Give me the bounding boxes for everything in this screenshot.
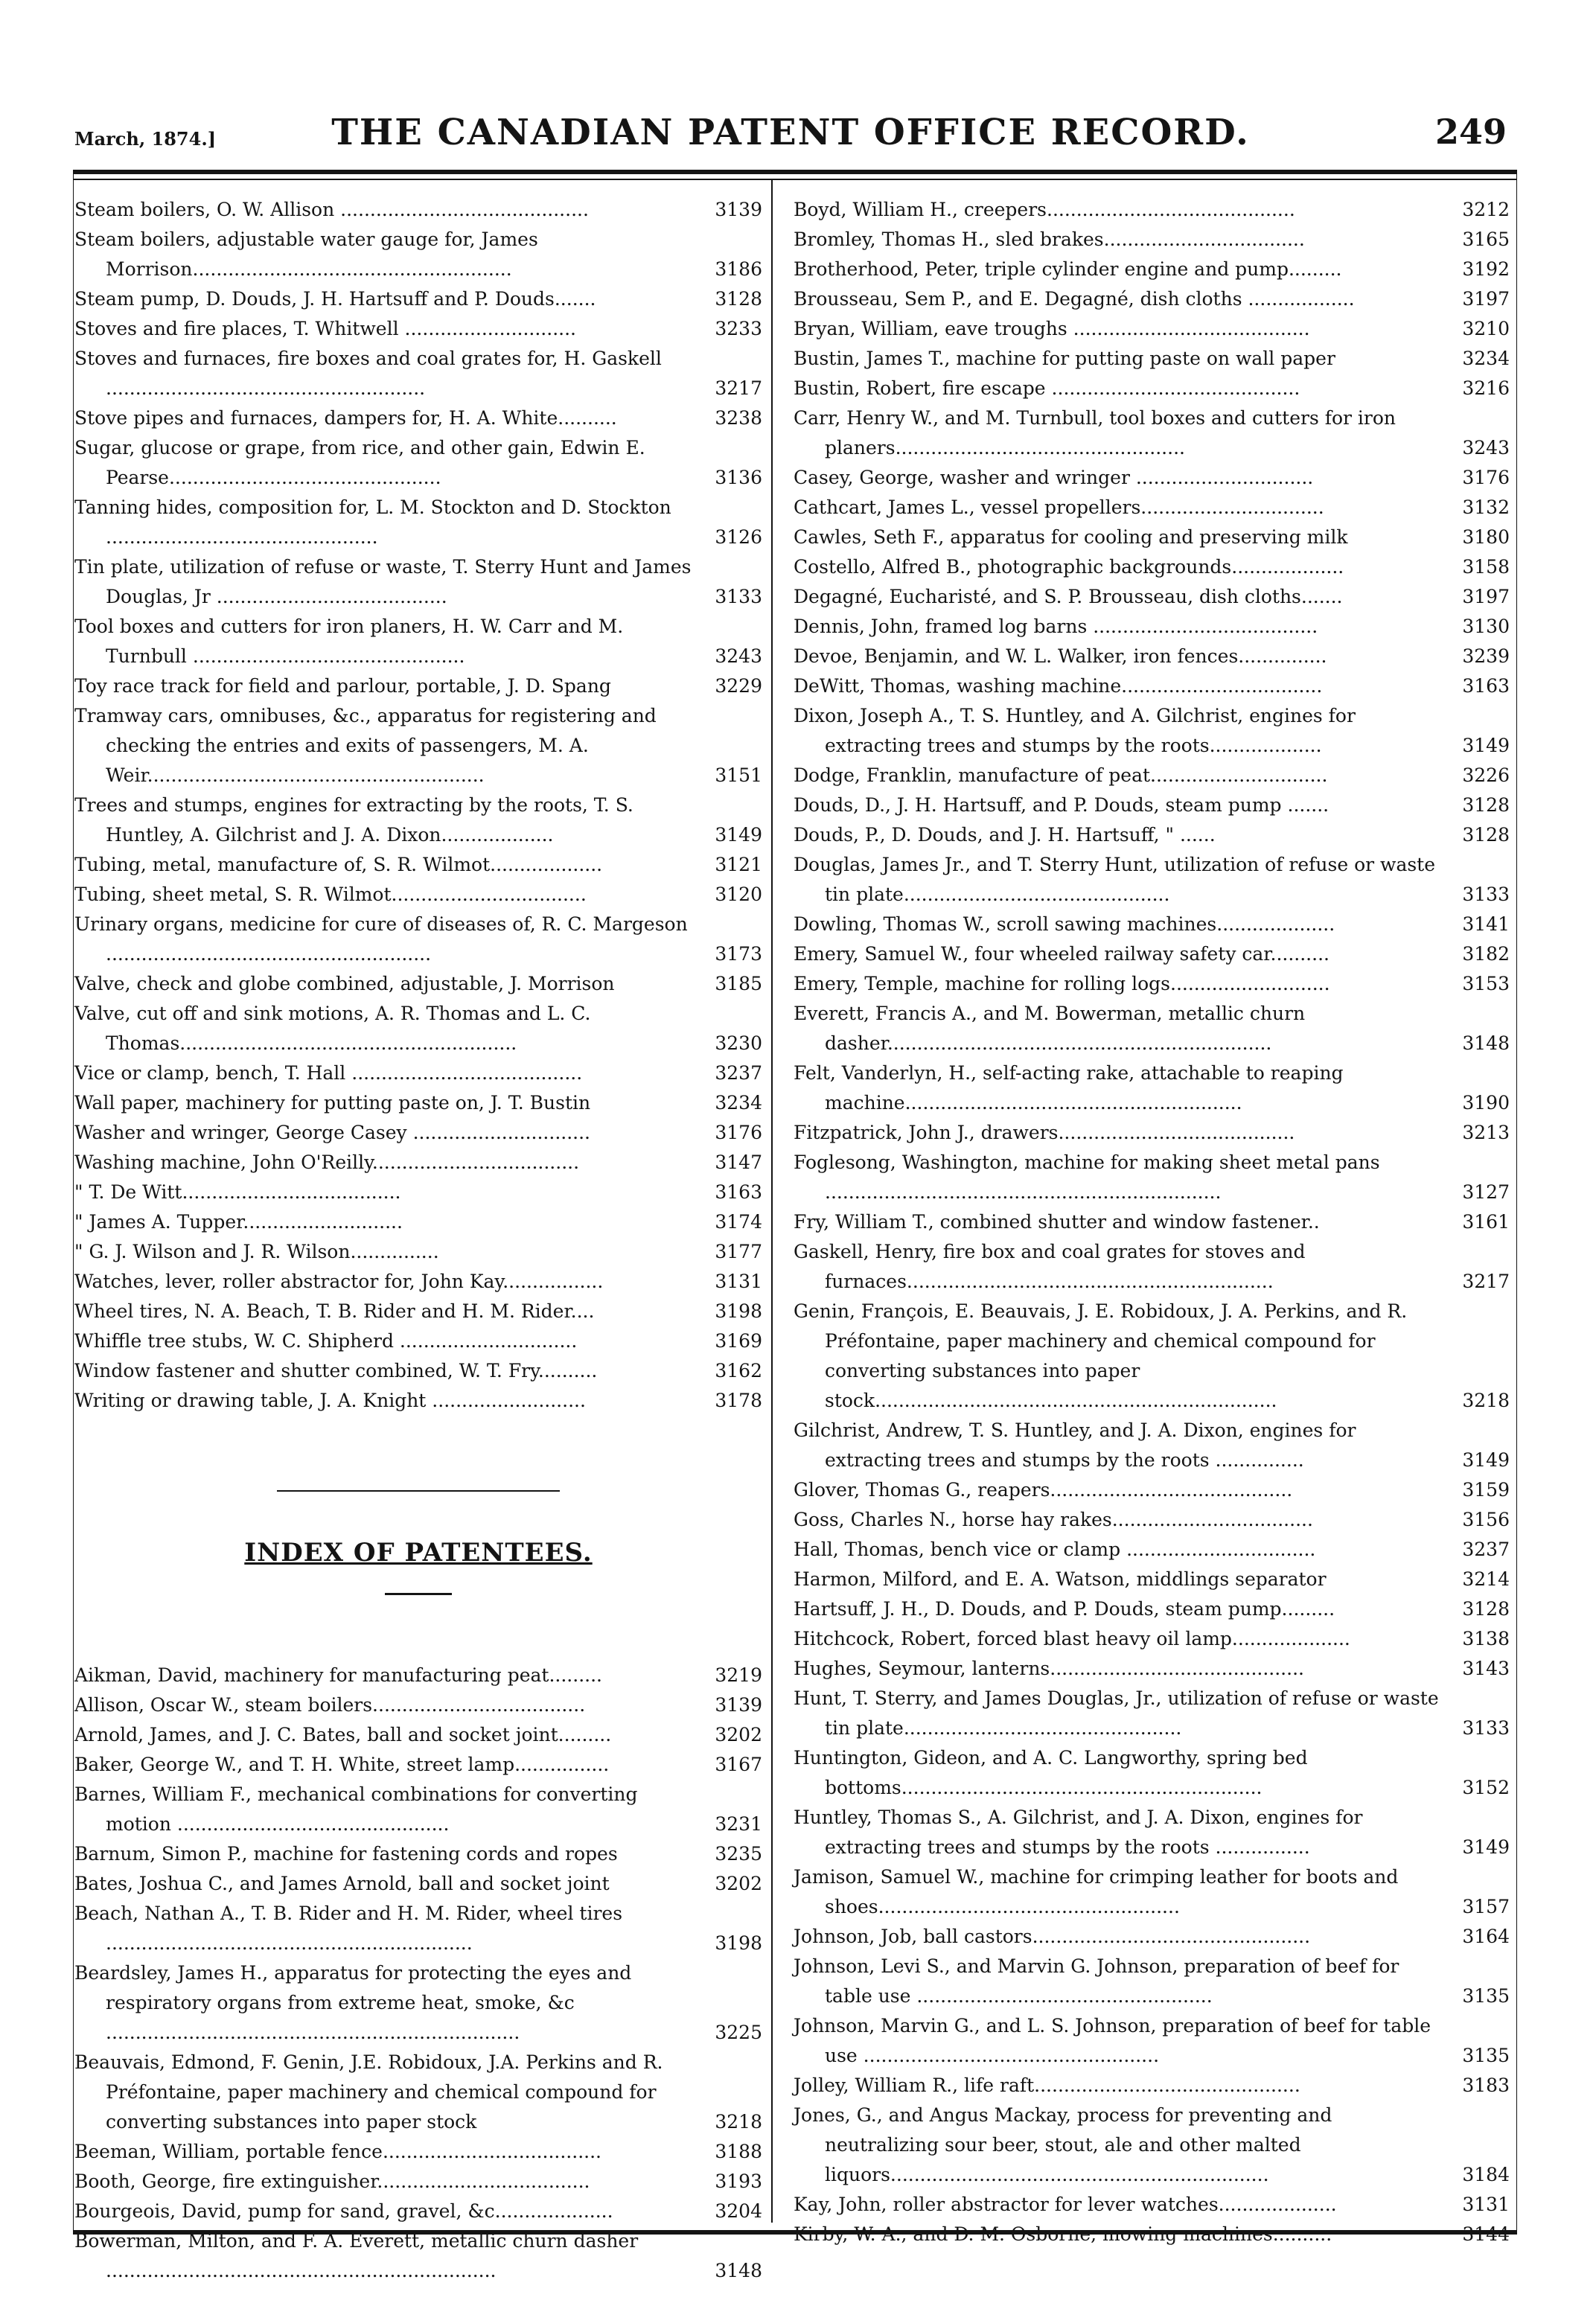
patent-number: 3167 xyxy=(715,1754,762,1775)
index-entry xyxy=(794,314,1510,344)
patent-number: 3176 xyxy=(715,1122,762,1143)
publication-title: THE CANADIAN PATENT OFFICE RECORD. xyxy=(331,112,1250,153)
patent-number: 3182 xyxy=(1462,943,1510,965)
patent-number: 3217 xyxy=(715,377,762,399)
index-entry xyxy=(794,1237,1510,1297)
patent-number: 3213 xyxy=(1462,1122,1510,1143)
patent-number: 3234 xyxy=(715,1092,762,1114)
entry-text: Vice or clamp, bench, T. Hall ....................................... xyxy=(74,1062,583,1084)
index-entry xyxy=(794,2190,1510,2220)
index-entry xyxy=(74,1690,762,1720)
section-gap xyxy=(74,1416,762,1490)
index-entry xyxy=(74,910,762,969)
patent-number: 3133 xyxy=(1462,884,1510,905)
patent-number: 3136 xyxy=(715,467,762,488)
index-entry xyxy=(74,1386,762,1416)
entry-text: Wall paper, machinery for putting paste on, J. T. Bustin xyxy=(74,1092,591,1114)
entry-text: Wheel tires, N. A. Beach, T. B. Rider and H. M. Rider.... xyxy=(74,1300,595,1322)
patent-number: 3188 xyxy=(715,2141,762,2162)
entry-text: Emery, Samuel W., four wheeled railway safety car.......... xyxy=(794,943,1330,965)
column-divider xyxy=(771,179,773,2223)
index-entry xyxy=(74,880,762,910)
entry-text: Everett, Francis A., and M. Bowerman, metallic churn dasher................................................................. xyxy=(794,1003,1306,1054)
patent-number: 3133 xyxy=(1462,1717,1510,1739)
patent-number: 3131 xyxy=(715,1271,762,1292)
index-entry xyxy=(794,1803,1510,1862)
patent-number: 3139 xyxy=(715,1694,762,1716)
index-entry xyxy=(794,1505,1510,1535)
entry-text: Arnold, James, and J. C. Bates, ball and socket joint......... xyxy=(74,1724,612,1745)
index-entry xyxy=(794,255,1510,284)
index-entry xyxy=(794,671,1510,701)
patent-number: 3133 xyxy=(715,586,762,607)
patent-number: 3183 xyxy=(1462,2074,1510,2096)
index-entry xyxy=(794,642,1510,671)
entry-text: Bates, Joshua C., and James Arnold, ball and socket joint xyxy=(74,1873,610,1894)
entry-text: Steam pump, D. Douds, J. H. Hartsuff and P. Douds....... xyxy=(74,288,596,310)
right-column xyxy=(794,195,1510,2249)
patent-number: 3161 xyxy=(1462,1211,1510,1233)
index-entry xyxy=(794,523,1510,552)
patentees-list-left xyxy=(74,1661,762,2286)
entry-text: Devoe, Benjamin, and W. L. Walker, iron fences............... xyxy=(794,645,1327,667)
index-entry xyxy=(794,225,1510,255)
patent-number: 3128 xyxy=(715,288,762,310)
index-entry xyxy=(74,2137,762,2167)
index-entry xyxy=(74,225,762,284)
patent-number: 3237 xyxy=(715,1062,762,1084)
patent-number: 3156 xyxy=(1462,1509,1510,1530)
entry-text: DeWitt, Thomas, washing machine.................................. xyxy=(794,675,1323,697)
patent-number: 3243 xyxy=(1462,437,1510,459)
patent-number: 3239 xyxy=(1462,645,1510,667)
patent-number: 3180 xyxy=(1462,526,1510,548)
patent-number: 3141 xyxy=(1462,913,1510,935)
patent-number: 3169 xyxy=(715,1330,762,1352)
entry-text: Jolley, William R., life raft............................................. xyxy=(794,2074,1300,2096)
patent-number: 3164 xyxy=(1462,1926,1510,1947)
entry-text: Bromley, Thomas H., sled brakes.................................. xyxy=(794,229,1305,250)
patent-number: 3135 xyxy=(1462,1985,1510,2007)
patent-number: 3238 xyxy=(715,407,762,429)
index-entry xyxy=(794,701,1510,761)
patent-number: 3143 xyxy=(1462,1658,1510,1679)
entry-text: Aikman, David, machinery for manufacturing peat......... xyxy=(74,1664,602,1686)
patent-number: 3225 xyxy=(715,2022,762,2043)
patent-number: 3174 xyxy=(715,1211,762,1233)
entry-text: Stoves and furnaces, fire boxes and coal grates for, H. Gaskell ...................................................... xyxy=(74,348,662,399)
entry-text: Booth, George, fire extinguisher.................................... xyxy=(74,2171,590,2192)
index-entry xyxy=(74,493,762,552)
patent-number: 3176 xyxy=(1462,467,1510,488)
entry-text: Barnes, William F., mechanical combinations for converting motion .............................................. xyxy=(74,1783,638,1835)
entry-text: Dennis, John, framed log barns ...................................... xyxy=(794,616,1318,637)
entry-text: Fry, William T., combined shutter and window fastener.. xyxy=(794,1211,1320,1233)
entry-text: Huntley, Thomas S., A. Gilchrist, and J. A. Dixon, engines for extracting trees and stumps by the roots ................ xyxy=(794,1807,1363,1858)
entry-text: " T. De Witt..................................... xyxy=(74,1181,401,1203)
entry-text: Urinary organs, medicine for cure of diseases of, R. C. Margeson ....................................................... xyxy=(74,913,688,965)
index-entry xyxy=(74,1178,762,1207)
index-entry xyxy=(794,1862,1510,1922)
frame-double-rule xyxy=(74,179,1516,180)
patent-number: 3159 xyxy=(1462,1479,1510,1501)
patent-number: 3162 xyxy=(715,1360,762,1382)
entry-text: Brousseau, Sem P., and E. Degagné, dish cloths .................. xyxy=(794,288,1355,310)
index-entry xyxy=(74,1720,762,1750)
index-entry xyxy=(74,314,762,344)
patent-number: 3120 xyxy=(715,884,762,905)
index-entry xyxy=(74,195,762,225)
entry-text: Huntington, Gideon, and A. C. Langworthy, spring bed bottoms............................................................. xyxy=(794,1747,1308,1798)
entry-text: Beeman, William, portable fence..................................... xyxy=(74,2141,601,2162)
patent-number: 3198 xyxy=(715,1300,762,1322)
patentees-list-right xyxy=(794,195,1510,2249)
entry-text: Johnson, Levi S., and Marvin G. Johnson, preparation of beef for table use .................................................. xyxy=(794,1955,1399,2007)
left-column xyxy=(74,195,762,2286)
patent-number: 3218 xyxy=(715,2111,762,2133)
entry-text: Dixon, Joseph A., T. S. Huntley, and A. Gilchrist, engines for extracting trees and stumps by the roots................... xyxy=(794,705,1356,756)
index-entry xyxy=(74,2167,762,2197)
index-entry xyxy=(794,761,1510,790)
index-entry xyxy=(794,1148,1510,1207)
entry-text: Stove pipes and furnaces, dampers for, H. A. White.......... xyxy=(74,407,617,429)
entry-text: Johnson, Marvin G., and L. S. Johnson, preparation of beef for table use .................................................. xyxy=(794,2015,1431,2066)
entry-text: Tubing, sheet metal, S. R. Wilmot................................. xyxy=(74,884,587,905)
entry-text: Toy race track for field and parlour, portable, J. D. Spang xyxy=(74,675,611,697)
patent-number: 3214 xyxy=(1462,1568,1510,1590)
index-entry xyxy=(74,1237,762,1267)
index-entry xyxy=(74,1750,762,1780)
entry-text: Tin plate, utilization of refuse or waste, T. Sterry Hunt and James Douglas, Jr ....................................... xyxy=(74,556,692,607)
patent-number: 3197 xyxy=(1462,586,1510,607)
patent-number: 3234 xyxy=(1462,348,1510,369)
index-entry xyxy=(794,552,1510,582)
patent-number: 3157 xyxy=(1462,1896,1510,1917)
patent-number: 3144 xyxy=(1462,2223,1510,2245)
index-entry xyxy=(794,2011,1510,2071)
entry-text: Baker, George W., and T. H. White, street lamp................ xyxy=(74,1754,610,1775)
index-entry xyxy=(74,1869,762,1899)
index-entry xyxy=(794,1297,1510,1416)
patent-number: 3132 xyxy=(1462,496,1510,518)
patent-number: 3121 xyxy=(715,854,762,875)
entry-text: Valve, cut off and sink motions, A. R. Thomas and L. C. Thomas......................................................... xyxy=(74,1003,591,1054)
entry-text: Brotherhood, Peter, triple cylinder engine and pump......... xyxy=(794,258,1342,280)
entry-text: Bourgeois, David, pump for sand, gravel, &c.................... xyxy=(74,2200,613,2222)
patent-number: 3147 xyxy=(715,1152,762,1173)
entry-text: Washing machine, John O'Reilly................................... xyxy=(74,1152,580,1173)
entry-text: Hall, Thomas, bench vice or clamp ................................ xyxy=(794,1539,1316,1560)
patent-number: 3148 xyxy=(1462,1032,1510,1054)
patent-number: 3128 xyxy=(1462,1598,1510,1620)
entry-text: Beauvais, Edmond, F. Genin, J.E. Robidoux, J.A. Perkins and R. Préfontaine, paper machinery and chemical compound for converting substances into paper stock xyxy=(74,2051,663,2133)
patent-number: 3149 xyxy=(1462,1836,1510,1858)
patent-number: 3165 xyxy=(1462,229,1510,250)
entry-text: Douds, D., J. H. Hartsuff, and P. Douds, steam pump ....... xyxy=(794,794,1330,816)
patent-number: 3186 xyxy=(715,258,762,280)
patent-number: 3185 xyxy=(715,973,762,994)
index-entry xyxy=(794,1743,1510,1803)
index-entry xyxy=(794,344,1510,374)
page-header xyxy=(74,112,1507,164)
patent-number: 3127 xyxy=(1462,1181,1510,1203)
entry-text: Glover, Thomas G., reapers......................................... xyxy=(794,1479,1293,1501)
patent-number: 3229 xyxy=(715,675,762,697)
entry-text: Kirby, W. A., and D. M. Osborne, mowing machines.......... xyxy=(794,2223,1332,2245)
entry-text: Beardsley, James H., apparatus for protecting the eyes and respiratory organs from extreme heat, smoke, &c ...................................................................... xyxy=(74,1962,632,2043)
index-entry xyxy=(74,1839,762,1869)
index-entry xyxy=(794,1952,1510,2011)
patent-number: 3149 xyxy=(1462,1449,1510,1471)
patent-number: 3204 xyxy=(715,2200,762,2222)
entry-text: Casey, George, washer and wringer .............................. xyxy=(794,467,1314,488)
entry-text: Allison, Oscar W., steam boilers.................................... xyxy=(74,1694,586,1716)
entry-text: Bustin, James T., machine for putting paste on wall paper xyxy=(794,348,1335,369)
entry-text: Watches, lever, roller abstractor for, John Kay................. xyxy=(74,1271,604,1292)
entry-text: Cathcart, James L., vessel propellers............................... xyxy=(794,496,1324,518)
index-entry xyxy=(74,671,762,701)
index-entry xyxy=(794,493,1510,523)
patent-number: 3152 xyxy=(1462,1777,1510,1798)
index-entry xyxy=(74,403,762,433)
patent-number: 3149 xyxy=(1462,735,1510,756)
entry-text: Goss, Charles N., horse hay rakes.................................. xyxy=(794,1509,1313,1530)
index-entry xyxy=(74,1088,762,1118)
entry-text: Johnson, Job, ball castors............................................... xyxy=(794,1926,1311,1947)
index-entry xyxy=(794,612,1510,642)
patent-number: 3231 xyxy=(715,1813,762,1835)
index-entry xyxy=(74,701,762,790)
index-entry xyxy=(794,910,1510,939)
patent-number: 3128 xyxy=(1462,794,1510,816)
entry-text: Trees and stumps, engines for extracting by the roots, T. S. Huntley, A. Gilchrist and J. A. Dixon................... xyxy=(74,794,633,846)
entry-text: Tool boxes and cutters for iron planers, H. W. Carr and M. Turnbull .............................................. xyxy=(74,616,624,667)
index-entry xyxy=(74,433,762,493)
index-entry xyxy=(794,1624,1510,1654)
index-entry xyxy=(794,1594,1510,1624)
index-entry xyxy=(74,999,762,1058)
section-rule xyxy=(277,1490,560,1492)
patent-number: 3163 xyxy=(715,1181,762,1203)
index-entry xyxy=(794,790,1510,820)
index-entry xyxy=(74,1958,762,2048)
entry-text: Hunt, T. Sterry, and James Douglas, Jr., utilization of refuse or waste tin plate............................................... xyxy=(794,1687,1439,1739)
patent-number: 3218 xyxy=(1462,1390,1510,1411)
patent-number: 3216 xyxy=(1462,377,1510,399)
patent-number: 3173 xyxy=(715,943,762,965)
index-entry xyxy=(74,1899,762,1958)
entry-text: Fitzpatrick, John J., drawers........................................ xyxy=(794,1122,1295,1143)
entry-text: " James A. Tupper........................... xyxy=(74,1211,403,1233)
entry-text: Boyd, William H., creepers.......................................... xyxy=(794,199,1295,220)
index-entry xyxy=(794,1922,1510,1952)
patent-number: 3192 xyxy=(1462,258,1510,280)
patent-number: 3131 xyxy=(1462,2194,1510,2215)
entry-text: Genin, François, E. Beauvais, J. E. Robidoux, J. A. Perkins, and R. Préfontaine, paper machinery and chemical compound for converting substances into paper stock.................................................................... xyxy=(794,1300,1408,1411)
patent-number: 3226 xyxy=(1462,764,1510,786)
entry-text: Gilchrist, Andrew, T. S. Huntley, and J. A. Dixon, engines for extracting trees and stumps by the roots ............... xyxy=(794,1419,1356,1471)
entry-text: Douds, P., D. Douds, and J. H. Hartsuff, " ...... xyxy=(794,824,1216,846)
index-entry xyxy=(794,1654,1510,1684)
patent-number: 3202 xyxy=(715,1724,762,1745)
entry-text: Hitchcock, Robert, forced blast heavy oil lamp.................... xyxy=(794,1628,1350,1649)
index-entry xyxy=(794,195,1510,225)
index-entry xyxy=(74,284,762,314)
patent-number: 3148 xyxy=(715,2260,762,2281)
patent-number: 3151 xyxy=(715,764,762,786)
index-entry xyxy=(794,2220,1510,2249)
index-entry xyxy=(74,344,762,403)
subject-index-list xyxy=(74,195,762,1416)
patent-number: 3217 xyxy=(1462,1271,1510,1292)
header-date: March, 1874.] xyxy=(74,128,217,150)
entry-text: Tanning hides, composition for, L. M. Stockton and D. Stockton .............................................. xyxy=(74,496,671,548)
entry-text: Cawles, Seth F., apparatus for cooling and preserving milk xyxy=(794,526,1348,548)
entry-text: Sugar, glucose or grape, from rice, and other gain, Edwin E. Pearse.............................................. xyxy=(74,437,645,488)
entry-text: Jones, G., and Angus Mackay, process for preventing and neutralizing sour beer, stout, ale and other malted liquors................................................................ xyxy=(794,2104,1332,2185)
patent-number: 3233 xyxy=(715,318,762,339)
entry-text: Whiffle tree stubs, W. C. Shipherd .............................. xyxy=(74,1330,578,1352)
index-entry xyxy=(794,463,1510,493)
patent-number: 3243 xyxy=(715,645,762,667)
entry-text: Costello, Alfred B., photographic backgrounds................... xyxy=(794,556,1344,578)
index-entry xyxy=(74,969,762,999)
entry-text: Steam boilers, O. W. Allison .......................................... xyxy=(74,199,589,220)
entry-text: Tubing, metal, manufacture of, S. R. Wilmot................... xyxy=(74,854,603,875)
patent-number: 3210 xyxy=(1462,318,1510,339)
index-entry xyxy=(74,2048,762,2137)
index-entry xyxy=(794,2071,1510,2101)
patent-number: 3202 xyxy=(715,1873,762,1894)
entry-text: Foglesong, Washington, machine for making sheet metal pans ................................................................... xyxy=(794,1152,1380,1203)
index-entry xyxy=(794,820,1510,850)
patent-number: 3149 xyxy=(715,824,762,846)
patent-number: 3128 xyxy=(1462,824,1510,846)
entry-text: Writing or drawing table, J. A. Knight .......................... xyxy=(74,1390,586,1411)
patent-number: 3178 xyxy=(715,1390,762,1411)
patent-number: 3237 xyxy=(1462,1539,1510,1560)
index-entry xyxy=(74,1356,762,1386)
entry-text: Stoves and fire places, T. Whitwell ............................. xyxy=(74,318,576,339)
index-entry xyxy=(794,850,1510,910)
index-entry xyxy=(74,612,762,671)
title-ornament-rule xyxy=(385,1593,452,1595)
entry-text: Bustin, Robert, fire escape .......................................... xyxy=(794,377,1300,399)
entry-text: Tramway cars, omnibuses, &c., apparatus for registering and checking the entries and exits of passengers, M. A. Weir......................................................... xyxy=(74,705,657,786)
index-entry xyxy=(74,1118,762,1148)
entry-text: Jamison, Samuel W., machine for crimping leather for boots and shoes................................................... xyxy=(794,1866,1399,1917)
index-entry xyxy=(794,403,1510,463)
patent-number: 3138 xyxy=(1462,1628,1510,1649)
entry-text: Dowling, Thomas W., scroll sawing machines.................... xyxy=(794,913,1335,935)
index-entry xyxy=(794,999,1510,1058)
patent-number: 3139 xyxy=(715,199,762,220)
patent-number: 3158 xyxy=(1462,556,1510,578)
entry-text: Hughes, Seymour, lanterns........................................... xyxy=(794,1658,1304,1679)
patent-number: 3153 xyxy=(1462,973,1510,994)
patentees-index-title: INDEX OF PATENTEES. xyxy=(244,1538,593,1568)
index-entry xyxy=(74,1058,762,1088)
index-entry xyxy=(74,1326,762,1356)
patent-number: 3163 xyxy=(1462,675,1510,697)
index-entry xyxy=(794,969,1510,999)
index-entry xyxy=(74,1267,762,1297)
entry-text: Gaskell, Henry, fire box and coal grates for stoves and furnaces.............................................................. xyxy=(794,1241,1306,1292)
patent-number: 3190 xyxy=(1462,1092,1510,1114)
index-entry xyxy=(74,552,762,612)
index-entry xyxy=(794,1535,1510,1565)
index-entry xyxy=(74,1297,762,1326)
entry-text: Hartsuff, J. H., D. Douds, and P. Douds, steam pump......... xyxy=(794,1598,1335,1620)
entry-text: Bryan, William, eave troughs ........................................ xyxy=(794,318,1310,339)
index-entry xyxy=(794,1565,1510,1594)
entry-text: Douglas, James Jr., and T. Sterry Hunt, utilization of refuse or waste tin plate............................................. xyxy=(794,854,1436,905)
index-entry xyxy=(794,1058,1510,1118)
patent-number: 3184 xyxy=(1462,2164,1510,2185)
entry-text: Bowerman, Milton, and F. A. Everett, metallic churn dasher .................................................................. xyxy=(74,2230,639,2281)
entry-text: Valve, check and globe combined, adjustable, J. Morrison xyxy=(74,973,615,994)
patent-number: 3135 xyxy=(1462,2045,1510,2066)
entry-text: Window fastener and shutter combined, W. T. Fry.......... xyxy=(74,1360,598,1382)
index-entry xyxy=(794,2101,1510,2190)
entry-text: Harmon, Milford, and E. A. Watson, middlings separator xyxy=(794,1568,1327,1590)
index-entry xyxy=(74,1780,762,1839)
index-entry xyxy=(794,284,1510,314)
patent-number: 3197 xyxy=(1462,288,1510,310)
index-entry xyxy=(74,790,762,850)
entry-text: Emery, Temple, machine for rolling logs........................... xyxy=(794,973,1330,994)
patent-number: 3235 xyxy=(715,1843,762,1865)
index-entry xyxy=(794,1475,1510,1505)
patent-number: 3198 xyxy=(715,1932,762,1954)
entry-text: Steam boilers, adjustable water gauge for, James Morrison...................................................... xyxy=(74,229,538,280)
entry-text: Dodge, Franklin, manufacture of peat.............................. xyxy=(794,764,1328,786)
entry-text: Washer and wringer, George Casey .............................. xyxy=(74,1122,590,1143)
entry-text: Beach, Nathan A., T. B. Rider and H. M. Rider, wheel tires .............................................................. xyxy=(74,1903,623,1954)
entry-text: Barnum, Simon P., machine for fastening cords and ropes xyxy=(74,1843,618,1865)
index-entry xyxy=(794,1416,1510,1475)
index-entry xyxy=(74,1207,762,1237)
entry-text: Kay, John, roller abstractor for lever watches.................... xyxy=(794,2194,1337,2215)
index-entry xyxy=(74,2226,762,2286)
index-entry xyxy=(794,582,1510,612)
patent-number: 3193 xyxy=(715,2171,762,2192)
patent-number: 3219 xyxy=(715,1664,762,1686)
index-entry xyxy=(74,1661,762,1690)
page-number: 249 xyxy=(1434,112,1507,152)
entry-text: Carr, Henry W., and M. Turnbull, tool boxes and cutters for iron planers................................................. xyxy=(794,407,1396,459)
index-entry xyxy=(794,1207,1510,1237)
patent-number: 3230 xyxy=(715,1032,762,1054)
patent-number: 3212 xyxy=(1462,199,1510,220)
index-entry xyxy=(794,939,1510,969)
entry-text: " G. J. Wilson and J. R. Wilson............... xyxy=(74,1241,439,1262)
entry-text: Degagné, Eucharisté, and S. P. Brousseau, dish cloths....... xyxy=(794,586,1343,607)
index-entry xyxy=(74,2197,762,2226)
index-entry xyxy=(794,374,1510,403)
patent-number: 3126 xyxy=(715,526,762,548)
index-entry xyxy=(74,850,762,880)
patent-number: 3130 xyxy=(1462,616,1510,637)
entry-text: Felt, Vanderlyn, H., self-acting rake, attachable to reaping machine......................................................... xyxy=(794,1062,1344,1114)
index-entry xyxy=(794,1684,1510,1743)
index-entry xyxy=(74,1148,762,1178)
index-entry xyxy=(794,1118,1510,1148)
patent-number: 3177 xyxy=(715,1241,762,1262)
